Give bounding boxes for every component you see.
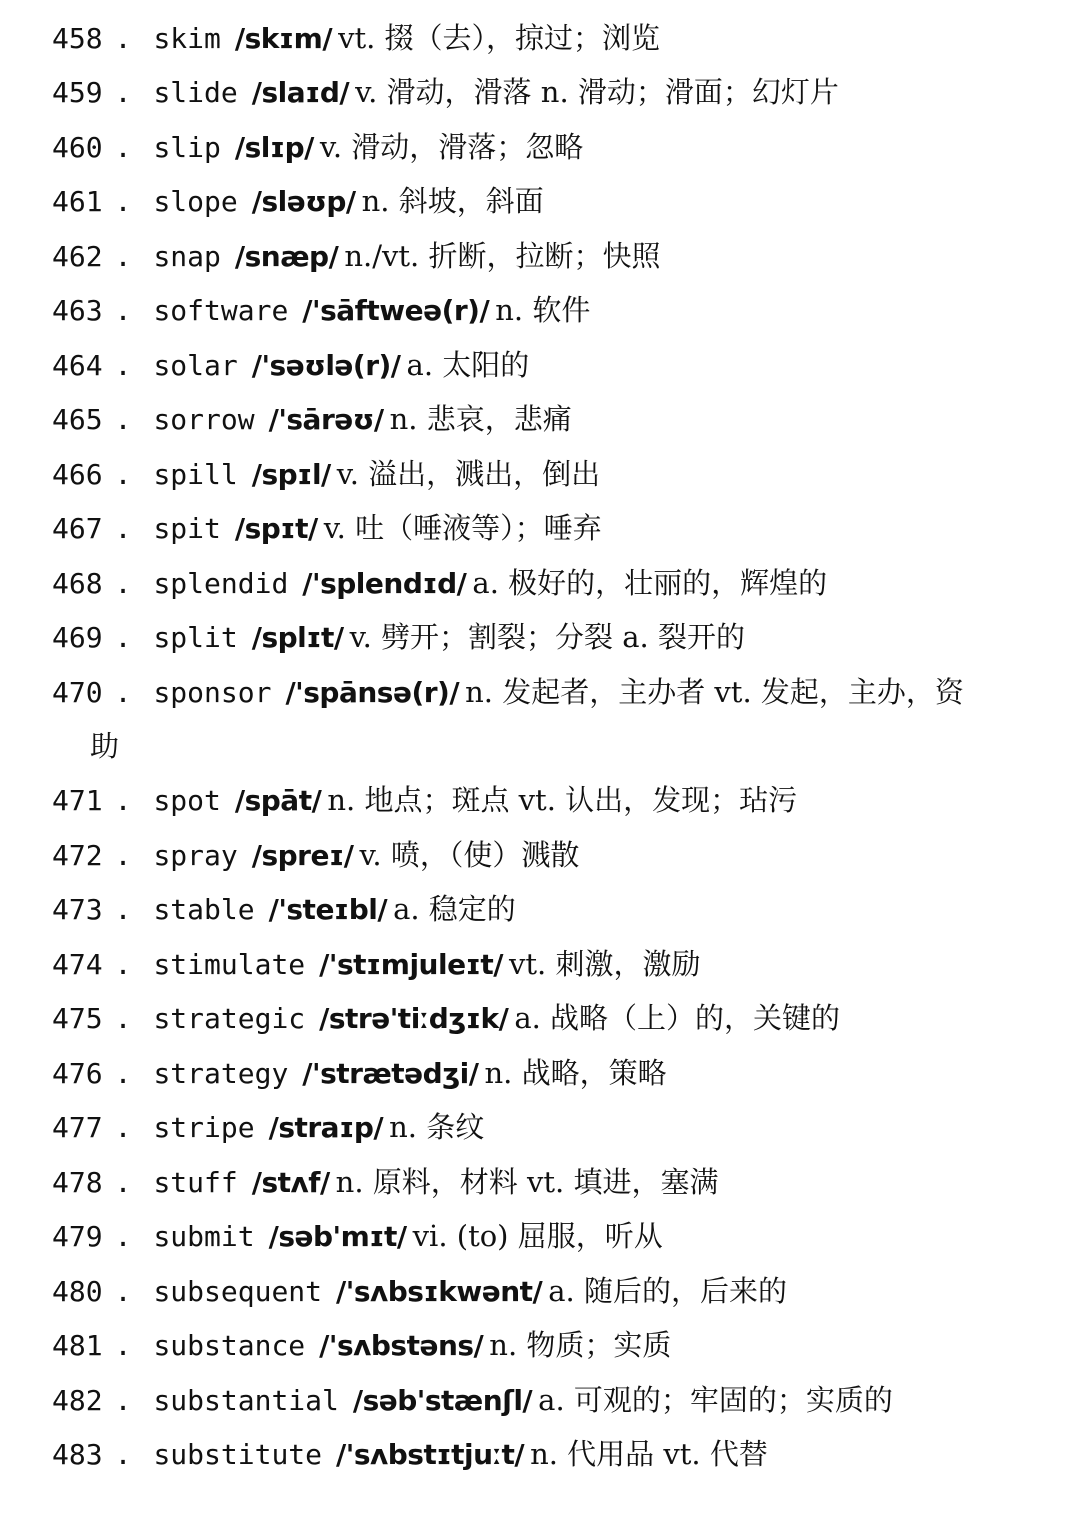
entry-word: submit xyxy=(153,1220,255,1253)
entry-phonetic: /splɪt/ xyxy=(251,621,344,654)
entry-word: spit xyxy=(153,512,221,545)
entry-dot: . xyxy=(114,131,132,164)
entry-phonetic: /səb'stænʃl/ xyxy=(352,1384,533,1417)
entry-definition: a. 战略（上）的，关键的 xyxy=(514,1001,841,1035)
entry-number: 462 xyxy=(52,240,103,273)
entry-word: spot xyxy=(153,784,221,817)
entry-word: splendid xyxy=(153,567,289,600)
entry-word: stripe xyxy=(153,1111,255,1144)
vocab-entry xyxy=(52,993,1060,1043)
entry-dot: . xyxy=(114,240,132,273)
vocab-entry xyxy=(52,1320,1060,1370)
entry-phonetic: /'spānsə(r)/ xyxy=(285,676,460,709)
entry-number: 465 xyxy=(52,403,103,436)
entry-number: 480 xyxy=(52,1275,103,1308)
entry-dot: . xyxy=(114,22,132,55)
entry-dot: . xyxy=(114,512,132,545)
entry-word: substance xyxy=(153,1329,306,1362)
entry-definition: v. 滑动，滑落 n. 滑动；滑面；幻灯片 xyxy=(355,75,839,109)
entry-phonetic: /spɪt/ xyxy=(234,512,318,545)
entry-dot: . xyxy=(114,1166,132,1199)
entry-number: 482 xyxy=(52,1384,103,1417)
entry-definition: a. 太阳的 xyxy=(406,348,530,382)
entry-dot: . xyxy=(114,1111,132,1144)
entry-word: slip xyxy=(153,131,221,164)
entry-definition: vt. 掇（去），掠过；浏览 xyxy=(338,21,661,55)
entry-definition: v. 劈开；割裂；分裂 a. 裂开的 xyxy=(349,620,745,654)
entry-phonetic: /'səʊlə(r)/ xyxy=(251,349,401,382)
entry-phonetic: /'strætədʒi/ xyxy=(302,1057,479,1090)
entry-word: substantial xyxy=(153,1384,339,1417)
entry-number: 474 xyxy=(52,948,103,981)
entry-phonetic: /spāt/ xyxy=(234,784,322,817)
entry-definition: a. 可观的；牢固的；实质的 xyxy=(538,1383,893,1417)
vocab-entry xyxy=(52,394,1060,444)
vocab-entry xyxy=(52,449,1060,499)
entry-word: substitute xyxy=(153,1438,323,1471)
entry-phonetic: /'steɪbl/ xyxy=(268,893,388,926)
entry-definition: v. 喷，（使）溅散 xyxy=(359,838,580,872)
entry-definition: v. 溢出，溅出，倒出 xyxy=(336,457,601,491)
entry-definition: a. 稳定的 xyxy=(393,892,516,926)
entry-dot: . xyxy=(114,349,132,382)
entry-number: 475 xyxy=(52,1002,103,1035)
entry-number: 481 xyxy=(52,1329,103,1362)
vocab-entry xyxy=(52,1102,1060,1152)
entry-phonetic: /'sʌbstəns/ xyxy=(319,1329,484,1362)
entry-word: sponsor xyxy=(153,676,272,709)
entry-definition: n. 斜坡，斜面 xyxy=(361,184,544,218)
vocab-entry xyxy=(52,67,1060,117)
entry-number: 467 xyxy=(52,512,103,545)
entry-number: 472 xyxy=(52,839,103,872)
entry-number: 464 xyxy=(52,349,103,382)
entry-number: 476 xyxy=(52,1057,103,1090)
entry-definition: n. 条纹 xyxy=(389,1110,485,1144)
entry-phonetic: /snæp/ xyxy=(234,240,339,273)
entry-word: stuff xyxy=(153,1166,238,1199)
entry-word: stimulate xyxy=(153,948,306,981)
entry-number: 473 xyxy=(52,893,103,926)
vocab-entry xyxy=(52,830,1060,880)
entry-dot: . xyxy=(114,76,132,109)
entry-word: solar xyxy=(153,349,238,382)
entry-word: sorrow xyxy=(153,403,255,436)
entry-number: 471 xyxy=(52,784,103,817)
vocab-entry xyxy=(52,612,1060,662)
entry-phonetic: /strə'tiːdʒɪk/ xyxy=(319,1002,509,1035)
entry-phonetic: /sləʊp/ xyxy=(251,185,356,218)
vocab-entry xyxy=(52,775,1060,825)
entry-dot: . xyxy=(114,294,132,327)
vocab-entry xyxy=(52,667,1060,717)
entry-number: 459 xyxy=(52,76,103,109)
entry-dot: . xyxy=(114,458,132,491)
entry-dot: . xyxy=(114,784,132,817)
entry-word: skim xyxy=(153,22,221,55)
entry-definition-continuation: 助 xyxy=(90,729,120,763)
vocab-entry xyxy=(52,285,1060,335)
entry-word: software xyxy=(153,294,289,327)
entry-number: 458 xyxy=(52,22,103,55)
entry-dot: . xyxy=(114,676,132,709)
entry-word: slide xyxy=(153,76,238,109)
entry-number: 460 xyxy=(52,131,103,164)
vocab-entry xyxy=(52,1375,1060,1425)
entry-word: stable xyxy=(153,893,255,926)
entry-definition: n. 物质；实质 xyxy=(489,1328,672,1362)
entry-number: 478 xyxy=(52,1166,103,1199)
entry-phonetic: /'sʌbsɪkwənt/ xyxy=(336,1275,543,1308)
entry-phonetic: /slaɪd/ xyxy=(251,76,350,109)
entry-phonetic: /straɪp/ xyxy=(268,1111,384,1144)
entry-dot: . xyxy=(114,948,132,981)
entry-phonetic: /'sārəʊ/ xyxy=(268,403,384,436)
vocab-entry xyxy=(52,1157,1060,1207)
entry-dot: . xyxy=(114,1002,132,1035)
entry-definition: a. 随后的，后来的 xyxy=(548,1274,787,1308)
entry-word: spill xyxy=(153,458,238,491)
entry-phonetic: /'sāftweə(r)/ xyxy=(302,294,490,327)
entry-number: 461 xyxy=(52,185,103,218)
entry-dot: . xyxy=(114,1275,132,1308)
entry-definition: n. 悲哀，悲痛 xyxy=(389,402,572,436)
entry-phonetic: /'splendɪd/ xyxy=(302,567,467,600)
entry-word: strategy xyxy=(153,1057,289,1090)
vocab-entry xyxy=(52,231,1060,281)
entry-definition: n. 发起者，主办者 vt. 发起，主办，资 xyxy=(465,675,964,709)
vocab-entry xyxy=(52,13,1060,63)
entry-definition: n./vt. 折断，拉断；快照 xyxy=(344,239,661,273)
entry-dot: . xyxy=(114,1438,132,1471)
entry-definition: n. 地点；斑点 vt. 认出，发现；玷污 xyxy=(327,783,798,817)
entry-phonetic: /'sʌbstɪtjuːt/ xyxy=(336,1438,525,1471)
entry-phonetic: /spɪl/ xyxy=(251,458,331,491)
entry-dot: . xyxy=(114,403,132,436)
entry-dot: . xyxy=(114,839,132,872)
vocab-entry xyxy=(52,558,1060,608)
vocab-entry xyxy=(52,122,1060,172)
vocab-entry xyxy=(52,340,1060,390)
entry-dot: . xyxy=(114,1384,132,1417)
entry-dot: . xyxy=(114,621,132,654)
entry-number: 463 xyxy=(52,294,103,327)
entry-definition: n. 代用品 vt. 代替 xyxy=(530,1437,768,1471)
entry-dot: . xyxy=(114,1220,132,1253)
entry-definition: vi. (to) 屈服，听从 xyxy=(412,1219,663,1253)
entry-number: 469 xyxy=(52,621,103,654)
vocab-entry xyxy=(52,884,1060,934)
entry-dot: . xyxy=(114,1057,132,1090)
entry-definition: n. 软件 xyxy=(495,293,591,327)
entry-word: slope xyxy=(153,185,238,218)
vocab-entry xyxy=(52,503,1060,553)
vocab-entry xyxy=(52,1211,1060,1261)
entry-phonetic: /səb'mɪt/ xyxy=(268,1220,407,1253)
entry-word: spray xyxy=(153,839,238,872)
vocab-entry xyxy=(52,176,1060,226)
entry-number: 483 xyxy=(52,1438,103,1471)
entry-word: split xyxy=(153,621,238,654)
entry-definition: v. 吐（唾液等）；唾弃 xyxy=(323,511,602,545)
entry-word: subsequent xyxy=(153,1275,323,1308)
vocab-entry xyxy=(52,1048,1060,1098)
entry-number: 477 xyxy=(52,1111,103,1144)
entry-number: 479 xyxy=(52,1220,103,1253)
entry-number: 468 xyxy=(52,567,103,600)
entry-phonetic: /skɪm/ xyxy=(234,22,333,55)
entry-dot: . xyxy=(114,185,132,218)
entry-dot: . xyxy=(114,1329,132,1362)
entry-dot: . xyxy=(114,567,132,600)
entry-phonetic: /spreɪ/ xyxy=(251,839,354,872)
entry-definition: n. 原料，材料 vt. 填进，塞满 xyxy=(335,1165,719,1199)
entry-word: strategic xyxy=(153,1002,306,1035)
entry-definition: a. 极好的，壮丽的，辉煌的 xyxy=(472,566,828,600)
vocab-entry xyxy=(52,939,1060,989)
entry-phonetic: /slɪp/ xyxy=(234,131,314,164)
entry-definition: n. 战略，策略 xyxy=(484,1056,667,1090)
entry-phonetic: /stʌf/ xyxy=(251,1166,330,1199)
entry-number: 466 xyxy=(52,458,103,491)
entry-definition: vt. 刺激，激励 xyxy=(508,947,701,981)
entry-definition: v. 滑动，滑落；忽略 xyxy=(319,130,584,164)
entry-phonetic: /'stɪmjuleɪt/ xyxy=(319,948,503,981)
vocab-entry xyxy=(52,1429,1060,1479)
entry-dot: . xyxy=(114,893,132,926)
entry-number: 470 xyxy=(52,676,103,709)
vocab-entry xyxy=(52,1266,1060,1316)
entry-word: snap xyxy=(153,240,221,273)
